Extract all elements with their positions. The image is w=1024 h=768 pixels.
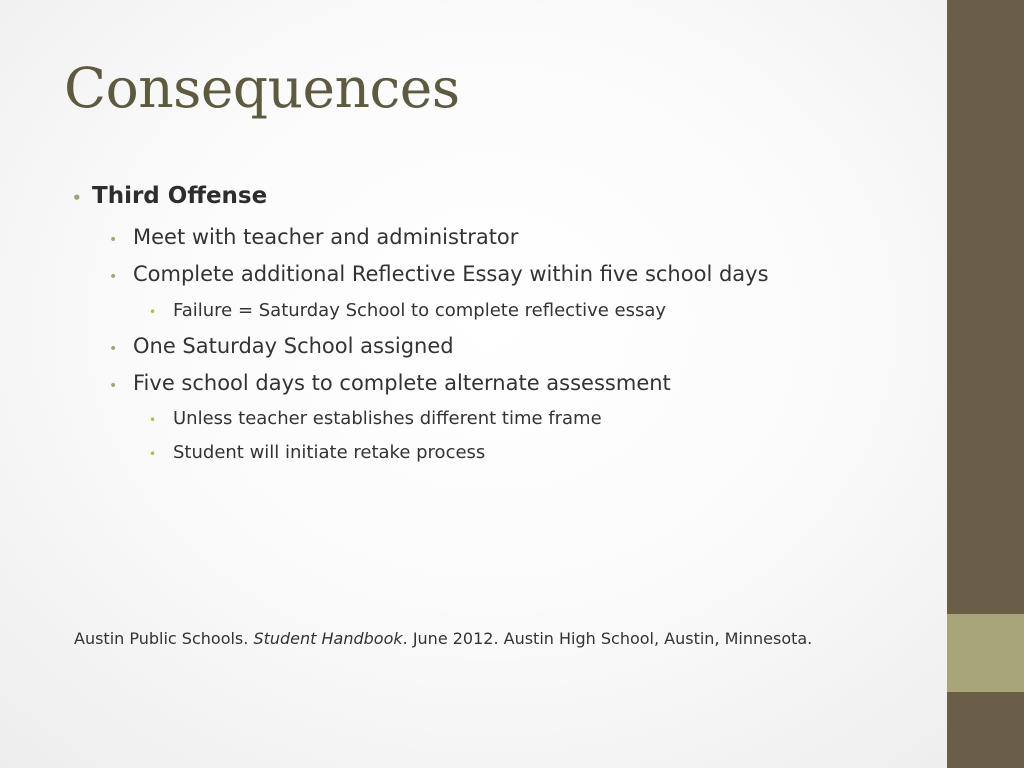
subbullet-meet-teacher bbox=[109, 225, 518, 249]
subbullet-marker: • bbox=[109, 269, 118, 285]
bullet-third-offense bbox=[72, 183, 267, 209]
subbullet-marker: • bbox=[109, 232, 118, 248]
subbullet-text: One Saturday School assigned bbox=[133, 334, 454, 358]
subbullet-text: Complete additional Reflective Essay within five school days bbox=[133, 262, 769, 286]
subsubbullet-marker: • bbox=[149, 413, 157, 427]
subsubbullet-marker: • bbox=[149, 305, 157, 319]
subbullet-marker: • bbox=[109, 341, 118, 357]
subsubbullet-text: Failure = Saturday School to complete reflective essay bbox=[173, 300, 667, 321]
subsubbullet-text: Student will initiate retake process bbox=[173, 442, 486, 463]
subsubbullet-time-frame bbox=[149, 408, 602, 429]
subbullet-reflective-essay bbox=[109, 262, 769, 286]
subbullet-text: Meet with teacher and administrator bbox=[133, 225, 519, 249]
subbullet-marker: • bbox=[109, 378, 118, 394]
subbullet-saturday-school bbox=[109, 334, 454, 358]
subbullet-text: Five school days to complete alternate assessment bbox=[133, 371, 671, 395]
slide-title: Consequences bbox=[64, 56, 460, 120]
sidebar-decoration-light bbox=[947, 614, 1024, 692]
citation bbox=[74, 626, 864, 651]
subsubbullet-text: Unless teacher establishes different time frame bbox=[173, 408, 602, 429]
bullet-marker: • bbox=[72, 189, 82, 207]
subbullet-alternate-assessment bbox=[109, 371, 671, 395]
subsubbullet-retake-process bbox=[149, 442, 485, 463]
citation-part-title: Student Handbook bbox=[253, 629, 403, 648]
bullet-text: Third Offense bbox=[92, 183, 268, 209]
citation-part-publication: . June 2012. Austin High School, Austin, Minnesota. bbox=[402, 629, 813, 648]
citation-part-author: Austin Public Schools. bbox=[74, 629, 254, 648]
subsubbullet-failure bbox=[149, 300, 666, 321]
subsubbullet-marker: • bbox=[149, 447, 157, 461]
